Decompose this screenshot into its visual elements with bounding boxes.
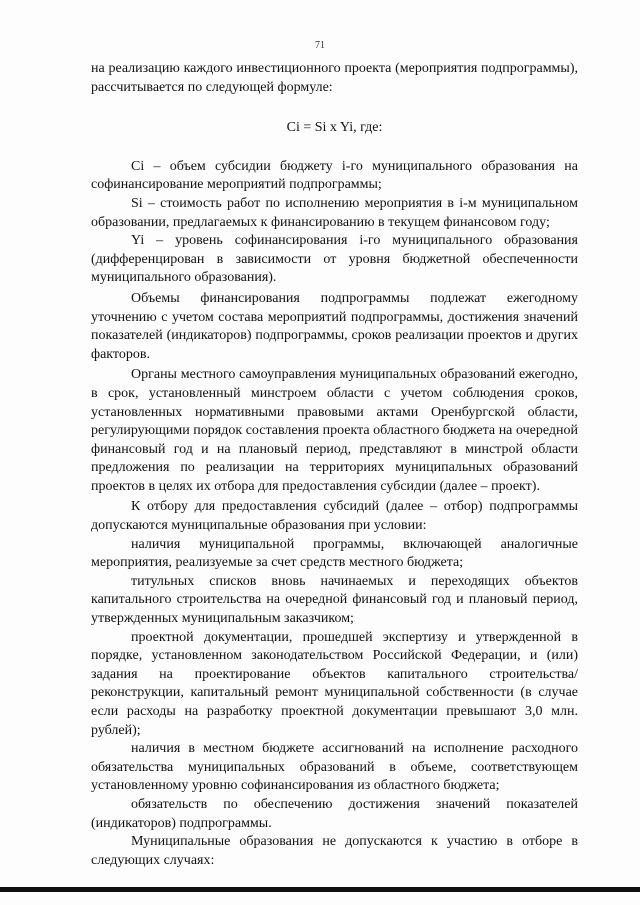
document-body bbox=[91, 60, 578, 870]
list-item-budget-allocations: наличия в местном бюджете ассигнований на исполнение расходного обязательства муниципальных образований в объеме, соответствующем установленному уровню софинансирования из областного бюджета; bbox=[91, 741, 578, 794]
list-item-indicator-obligations: обязательств по обеспечению достижения значений показателей (индикаторов) подпрограммы. bbox=[91, 796, 578, 831]
page-number: 71 bbox=[315, 40, 325, 51]
bottom-border-line bbox=[0, 887, 640, 892]
paragraph-yi-definition: Yi – уровень софинансирования i-го муниципального образования (дифференцирован в зависимости от уровня бюджетной обеспеченности муниципального образования). bbox=[91, 233, 578, 286]
paragraph-si-definition: Si – стоимость работ по исполнению мероприятия в i-м муниципальном образовании, предлагаемых к финансированию в текущем финансовом году; bbox=[91, 195, 578, 230]
list-item-project-documentation: проектной документации, прошедшей экспертизу и утвержденной в порядке, установленном законодательством Российской Федерации, и (или) задания на проектирование объектов капитального строительства/реконструкции, капитальный ремонт муниципальной собственности (в случае если расходы на разработку проектной документации превышают 3,0 млн. рублей); bbox=[91, 629, 578, 738]
paragraph-selection-conditions: К отбору для предоставления субсидий (далее – отбор) подпрограммы допускаются муниципальные образования при условии: bbox=[91, 499, 578, 534]
formula: Ci = Si x Yi, где: bbox=[286, 120, 383, 136]
paragraph-financing-volumes: Объемы финансирования подпрограммы подлежат ежегодному уточнению с учетом состава мероприятий подпрограммы, достижения значений показателей (индикаторов) подпрограммы, сроков реализации проектов и других факторов. bbox=[91, 290, 578, 362]
list-item-municipal-program: наличия муниципальной программы, включающей аналогичные мероприятия, реализуемые за счет средств местного бюджета; bbox=[91, 536, 578, 571]
list-item-title-lists: титульных списков вновь начинаемых и переходящих объектов капитального строительства на очередной финансовый год и плановый период, утвержденных муниципальным заказчиком; bbox=[91, 573, 578, 627]
paragraph-local-authorities: Органы местного самоуправления муниципальных образований ежегодно, в срок, установленный минстроем области с учетом соблюдения сроков, установленных нормативными правовыми актами Оренбургской области, регулирующими порядок составления проекта областного бюджета на очередной финансовый год и на плановый период, представляют в минстрой области предложения по реализации на территориях муниципальных образований проектов в целях их отбора для предоставления субсидии (далее – проект). bbox=[91, 367, 578, 494]
paragraph-exclusion-cases: Муниципальные образования не допускаются к участию в отборе в следующих случаях: bbox=[91, 834, 578, 868]
paragraph-ci-definition: Ci – объем субсидии бюджету i-го муниципального образования на софинансирование мероприятий подпрограммы; bbox=[91, 158, 578, 193]
paragraph-intro: на реализацию каждого инвестиционного проекта (мероприятия подпрограммы), рассчитывается по следующей формуле: bbox=[91, 61, 578, 95]
